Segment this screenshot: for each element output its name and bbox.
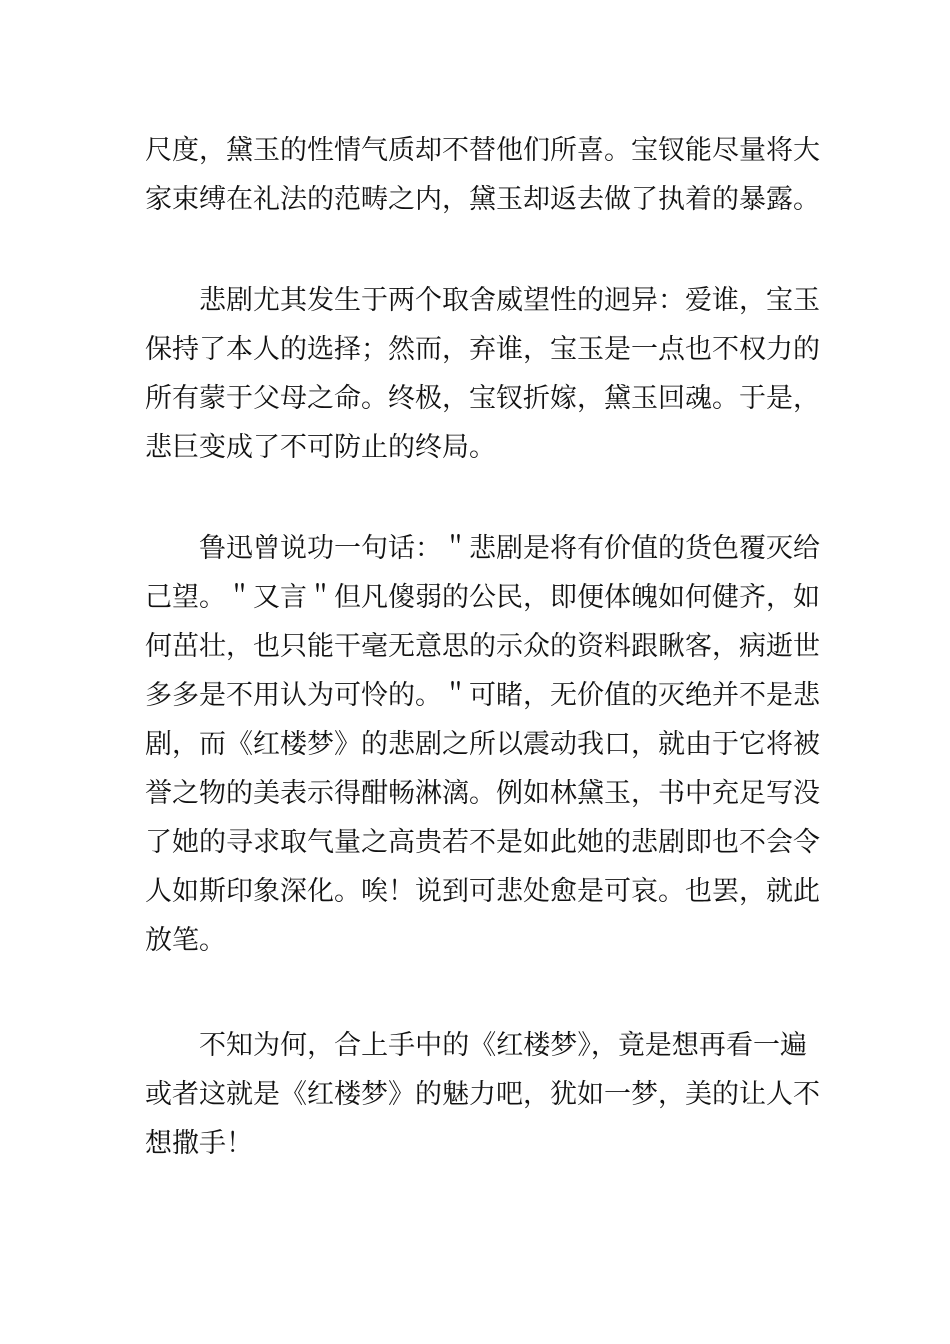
paragraph-4-line-1: 不知为何，合上手中的《红楼梦》，竟是想再看一遍 xyxy=(199,1030,807,1061)
paragraph-3-line-9: 放笔。 xyxy=(145,925,226,956)
paragraph-3-line-4: 多多是不用认为可怜的。＂可睹，无价值的灭绝并不是悲 xyxy=(145,680,820,711)
paragraph-2-line-3: 所有蒙于父母之命。终极，宝钗折嫁，黛玉回魂。于是， xyxy=(145,383,820,414)
paragraph-2-line-2: 保持了本人的选择；然而，弃谁，宝玉是一点也不权力的 xyxy=(145,334,820,365)
paragraph-4-line-3: 想撒手！ xyxy=(145,1128,253,1159)
paragraph-1-line-1: 尺度，黛玉的性情气质却不替他们所喜。宝钗能尽量将大 xyxy=(145,135,820,166)
paragraph-3-line-7: 了她的寻求取气量之高贵若不是如此她的悲剧即也不会令 xyxy=(145,827,820,858)
paragraph-3-line-1: 鲁迅曾说功一句话：＂悲剧是将有价值的货色覆灭给 xyxy=(199,533,820,564)
paragraph-3-line-6: 誉之物的美表示得酣畅淋漓。例如林黛玉，书中充足写没 xyxy=(145,778,820,809)
paragraph-3-line-3: 何茁壮，也只能干毫无意思的示众的资料跟瞅客，病逝世 xyxy=(145,631,820,662)
paragraph-1-line-2: 家束缚在礼法的范畴之内，黛玉却返去做了执着的暴露。 xyxy=(145,184,820,215)
paragraph-2-line-1: 悲剧尤其发生于两个取舍威望性的迥异：爱谁，宝玉 xyxy=(199,285,820,316)
paragraph-3-line-5: 剧，而《红楼梦》的悲剧之所以震动我口，就由于它将被 xyxy=(145,729,820,760)
paragraph-4-line-2: 或者这就是《红楼梦》的魅力吧，犹如一梦，美的让人不 xyxy=(145,1079,820,1110)
paragraph-2-line-4: 悲巨变成了不可防止的终局。 xyxy=(145,432,496,463)
paragraph-3-line-8: 人如斯印象深化。唉！说到可悲处愈是可哀。也罢，就此 xyxy=(145,876,820,907)
paragraph-3-line-2: 己望。＂又言＂但凡傻弱的公民，即便体魄如何健齐，如 xyxy=(145,582,820,613)
